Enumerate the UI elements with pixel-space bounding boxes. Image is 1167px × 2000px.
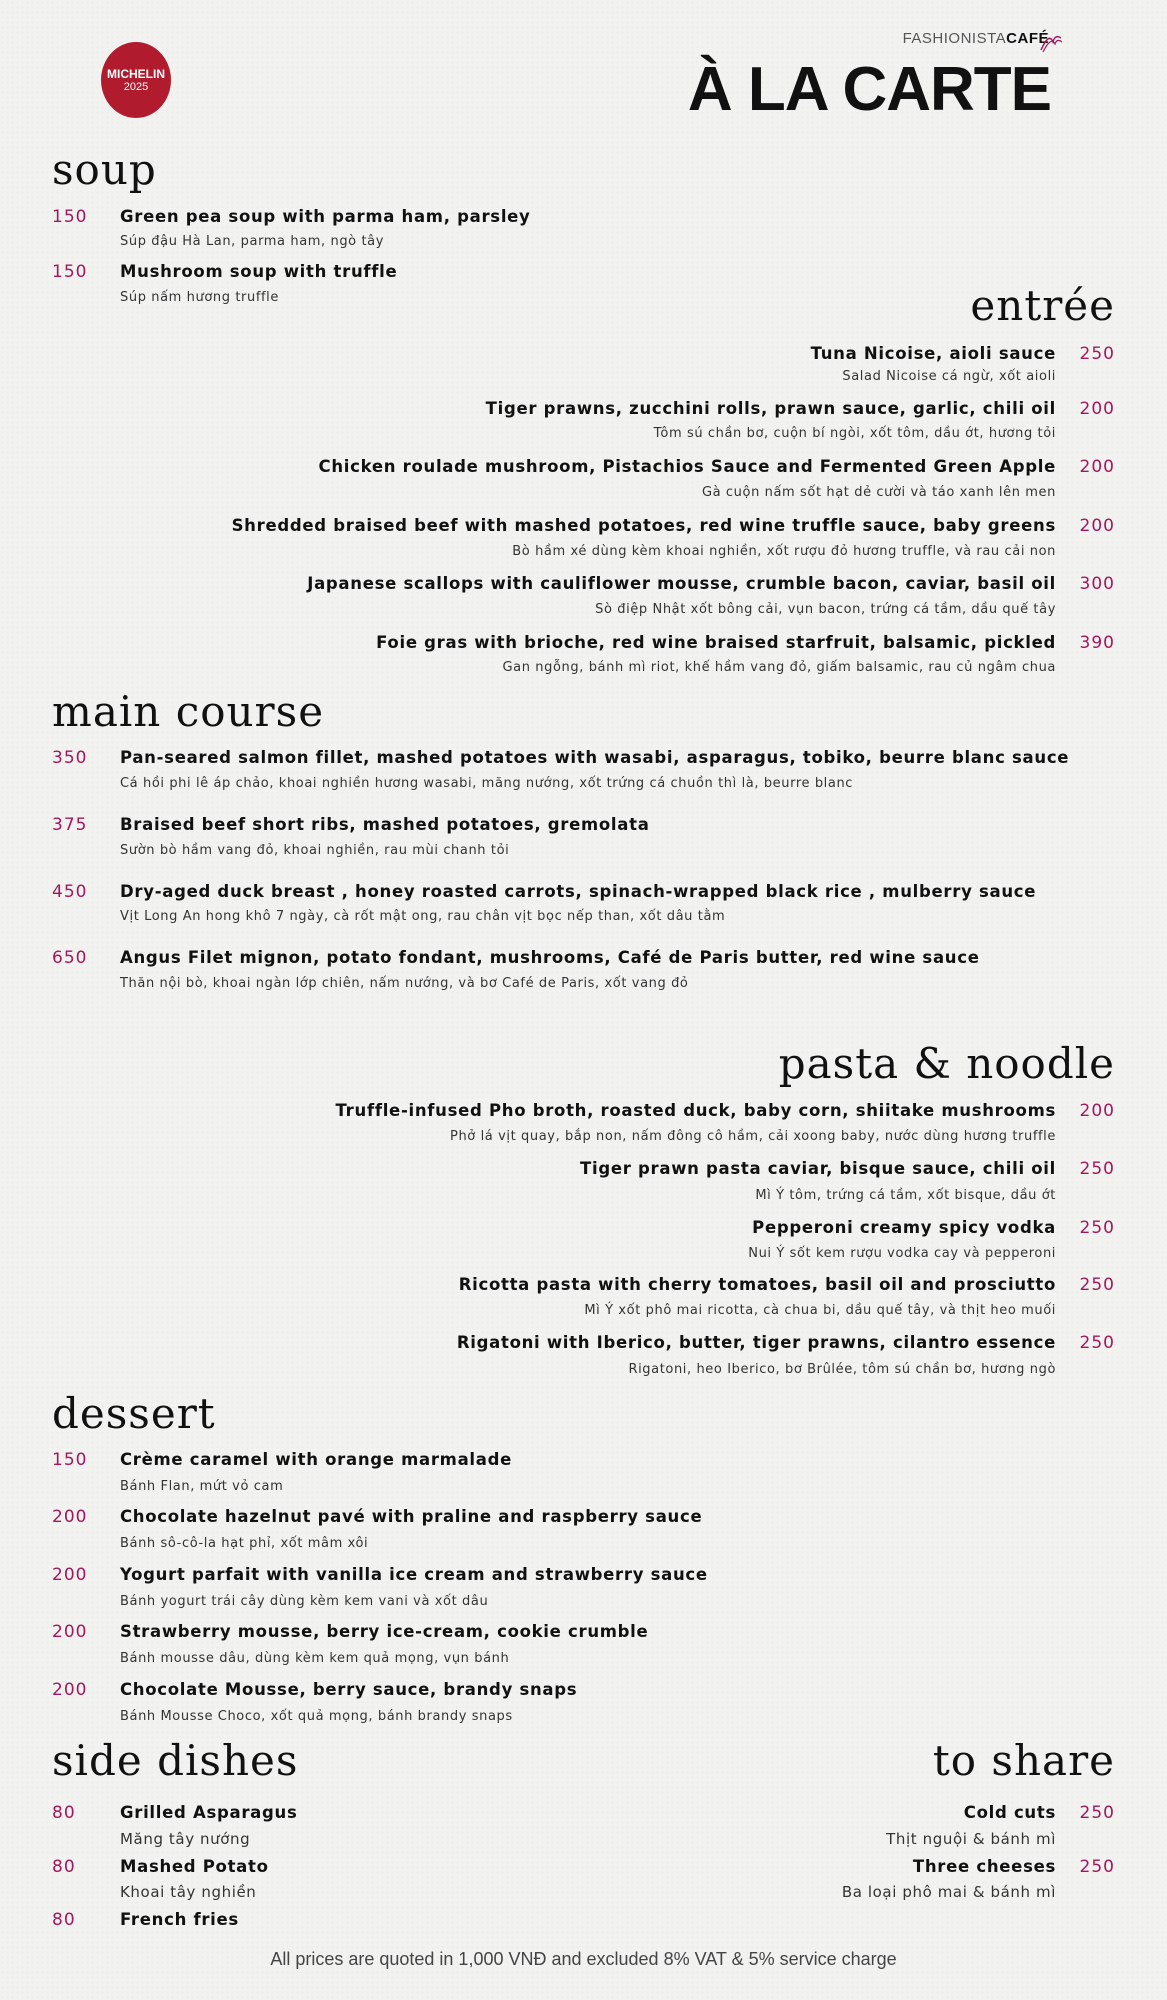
price: 150 [52, 262, 88, 282]
dish-subtitle: Sườn bò hầm vang đỏ, khoai nghiền, rau mùi chanh tỏi [120, 843, 510, 858]
brand-logo [903, 30, 1049, 47]
dish-name: French fries [120, 1910, 239, 1929]
dish-name: Mushroom soup with truffle [120, 262, 398, 281]
brand-swirl-icon [1039, 30, 1063, 54]
price: 250 [1079, 1857, 1115, 1877]
dish-subtitle: Khoai tây nghiền [120, 1883, 257, 1901]
price: 200 [1079, 516, 1115, 536]
dish-subtitle: Bánh Mousse Choco, xốt quả mọng, bánh brandy snaps [120, 1709, 513, 1724]
dish-name: Grilled Asparagus [120, 1803, 298, 1822]
dish-subtitle: Bánh mousse dâu, dùng kèm kem quả mọng, vụn bánh [120, 1651, 510, 1666]
dish-name: Braised beef short ribs, mashed potatoes, gremolata [120, 815, 650, 834]
section-title-pasta-noodle: pasta & noodle [778, 1039, 1115, 1088]
section-title-dessert: dessert [52, 1389, 216, 1438]
dish-name: Angus Filet mignon, potato fondant, mushrooms, Café de Paris butter, red wine sauce [120, 948, 980, 967]
price: 200 [1079, 457, 1115, 477]
badge-label: MICHELIN [107, 66, 165, 81]
dish-name: Three cheeses [912, 1857, 1056, 1876]
dish-name: Dry-aged duck breast , honey roasted carrots, spinach-wrapped black rice , mulberry sauce [120, 882, 1037, 901]
dish-name: Foie gras with brioche, red wine braised starfruit, balsamic, pickled [376, 633, 1056, 652]
price: 250 [1079, 1159, 1115, 1179]
dish-subtitle: Tôm sú chần bơ, cuộn bí ngòi, xốt tôm, dầu ớt, hương tỏi [653, 426, 1056, 441]
price: 200 [1079, 399, 1115, 419]
price: 150 [52, 207, 88, 227]
dish-name: Green pea soup with parma ham, parsley [120, 207, 531, 226]
price: 250 [1079, 1803, 1115, 1823]
dish-name: Chocolate Mousse, berry sauce, brandy snaps [120, 1680, 578, 1699]
dish-name: Rigatoni with Iberico, butter, tiger prawns, cilantro essence [456, 1333, 1056, 1352]
dish-subtitle: Nui Ý sốt kem rượu vodka cay và pepperoni [748, 1246, 1056, 1261]
price: 200 [52, 1622, 88, 1642]
dish-subtitle: Gan ngỗng, bánh mì riot, khế hầm vang đỏ, giấm balsamic, rau củ ngâm chua [502, 660, 1056, 675]
dish-subtitle: Bánh sô-cô-la hạt phỉ, xốt mâm xôi [120, 1536, 369, 1551]
price: 300 [1079, 574, 1115, 594]
badge-year: 2025 [123, 80, 149, 93]
michelin-badge [101, 42, 171, 118]
dish-name: Strawberry mousse, berry ice-cream, cookie crumble [120, 1622, 649, 1641]
price: 390 [1079, 633, 1115, 653]
price-disclaimer: All prices are quoted in 1,000 VNĐ and excluded 8% VAT & 5% service charge [270, 1949, 897, 1969]
dish-name: Pepperoni creamy spicy vodka [752, 1218, 1056, 1237]
price: 80 [52, 1803, 76, 1823]
section-title-side-dishes: side dishes [52, 1736, 299, 1785]
price: 200 [1079, 1101, 1115, 1121]
price: 150 [52, 1450, 88, 1470]
dish-subtitle: Súp đậu Hà Lan, parma ham, ngò tây [120, 234, 385, 249]
dish-name: Tiger prawn pasta caviar, bisque sauce, chili oil [580, 1159, 1056, 1178]
dish-subtitle: Thăn nội bò, khoai ngàn lớp chiên, nấm nướng, và bơ Café de Paris, xốt vang đỏ [120, 976, 689, 991]
price: 250 [1079, 1218, 1115, 1238]
dish-subtitle: Mì Ý tôm, trứng cá tầm, xốt bisque, dầu ớt [755, 1188, 1056, 1203]
dish-subtitle: Mì Ý xốt phô mai ricotta, cà chua bi, dầu quế tây, và thịt heo muối [584, 1303, 1056, 1318]
section-title-to-share: to share [932, 1736, 1115, 1785]
dish-name: Chocolate hazelnut pavé with praline and raspberry sauce [120, 1507, 703, 1526]
price: 200 [52, 1565, 88, 1585]
dish-name: Pan-seared salmon fillet, mashed potatoes with wasabi, asparagus, tobiko, beurre blanc sauce [120, 748, 1070, 767]
dish-name: Chicken roulade mushroom, Pistachios Sauce and Fermented Green Apple [318, 457, 1056, 476]
brand-name-bold: CAFÉ [1006, 30, 1049, 47]
dish-subtitle: Phở lá vịt quay, bắp non, nấm đông cô hầm, cải xoong baby, nước dùng hương truffle [450, 1129, 1056, 1144]
price: 350 [52, 748, 88, 768]
dish-name: Crème caramel with orange marmalade [120, 1450, 512, 1469]
brand-name-light: FASHIONISTA [902, 30, 1007, 47]
dish-subtitle: Salad Nicoise cá ngừ, xốt aioli [842, 369, 1056, 384]
price: 250 [1079, 344, 1115, 364]
section-title-soup: soup [52, 145, 157, 194]
dish-name: Yogurt parfait with vanilla ice cream and strawberry sauce [120, 1565, 708, 1584]
dish-subtitle: Bánh Flan, mứt vỏ cam [120, 1479, 284, 1494]
dish-subtitle: Vịt Long An hong khô 7 ngày, cà rốt mật ong, rau chân vịt bọc nếp than, xốt dâu tằm [120, 909, 726, 924]
dish-subtitle: Sò điệp Nhật xốt bông cải, vụn bacon, trứng cá tầm, dầu quế tây [595, 602, 1056, 617]
dish-subtitle: Măng tây nướng [120, 1830, 251, 1848]
price: 200 [52, 1507, 88, 1527]
dish-subtitle: Thịt nguội & bánh mì [886, 1830, 1056, 1848]
dish-subtitle: Bò hầm xé dùng kèm khoai nghiền, xốt rượu đỏ hương truffle, và rau cải non [512, 544, 1056, 559]
dish-name: Truffle-infused Pho broth, roasted duck, baby corn, shiitake mushrooms [335, 1101, 1056, 1120]
section-title-main-course: main course [52, 687, 325, 736]
price: 250 [1079, 1333, 1115, 1353]
price: 80 [52, 1910, 76, 1930]
price: 375 [52, 815, 88, 835]
price: 450 [52, 882, 88, 902]
dish-subtitle: Rigatoni, heo Iberico, bơ Brûlée, tôm sú chần bơ, hương ngò [628, 1362, 1056, 1377]
dish-name: Cold cuts [963, 1803, 1056, 1822]
price: 250 [1079, 1275, 1115, 1295]
dish-subtitle: Cá hồi phi lê áp chảo, khoai nghiền hương wasabi, măng nướng, xốt trứng cá chuồn thì là, beurre blanc [120, 776, 854, 791]
dish-subtitle: Bánh yogurt trái cây dùng kèm kem vani và xốt dâu [120, 1594, 489, 1609]
dish-name: Japanese scallops with cauliflower mousse, crumble bacon, caviar, basil oil [307, 574, 1056, 593]
dish-subtitle: Súp nấm hương truffle [120, 290, 279, 305]
price: 200 [52, 1680, 88, 1700]
page-title: À LA CARTE [687, 55, 1051, 124]
dish-subtitle: Ba loại phô mai & bánh mì [841, 1883, 1056, 1901]
section-title-entree: entrée [970, 281, 1115, 330]
dish-name: Ricotta pasta with cherry tomatoes, basil oil and prosciutto [458, 1275, 1056, 1294]
dish-name: Mashed Potato [120, 1857, 269, 1876]
dish-subtitle: Gà cuộn nấm sốt hạt dẻ cười và táo xanh lên men [701, 485, 1056, 500]
dish-name: Shredded braised beef with mashed potatoes, red wine truffle sauce, baby greens [231, 516, 1056, 535]
dish-name: Tiger prawns, zucchini rolls, prawn sauce, garlic, chili oil [485, 399, 1056, 418]
dish-name: Tuna Nicoise, aioli sauce [810, 344, 1056, 363]
price: 650 [52, 948, 88, 968]
price: 80 [52, 1857, 76, 1877]
